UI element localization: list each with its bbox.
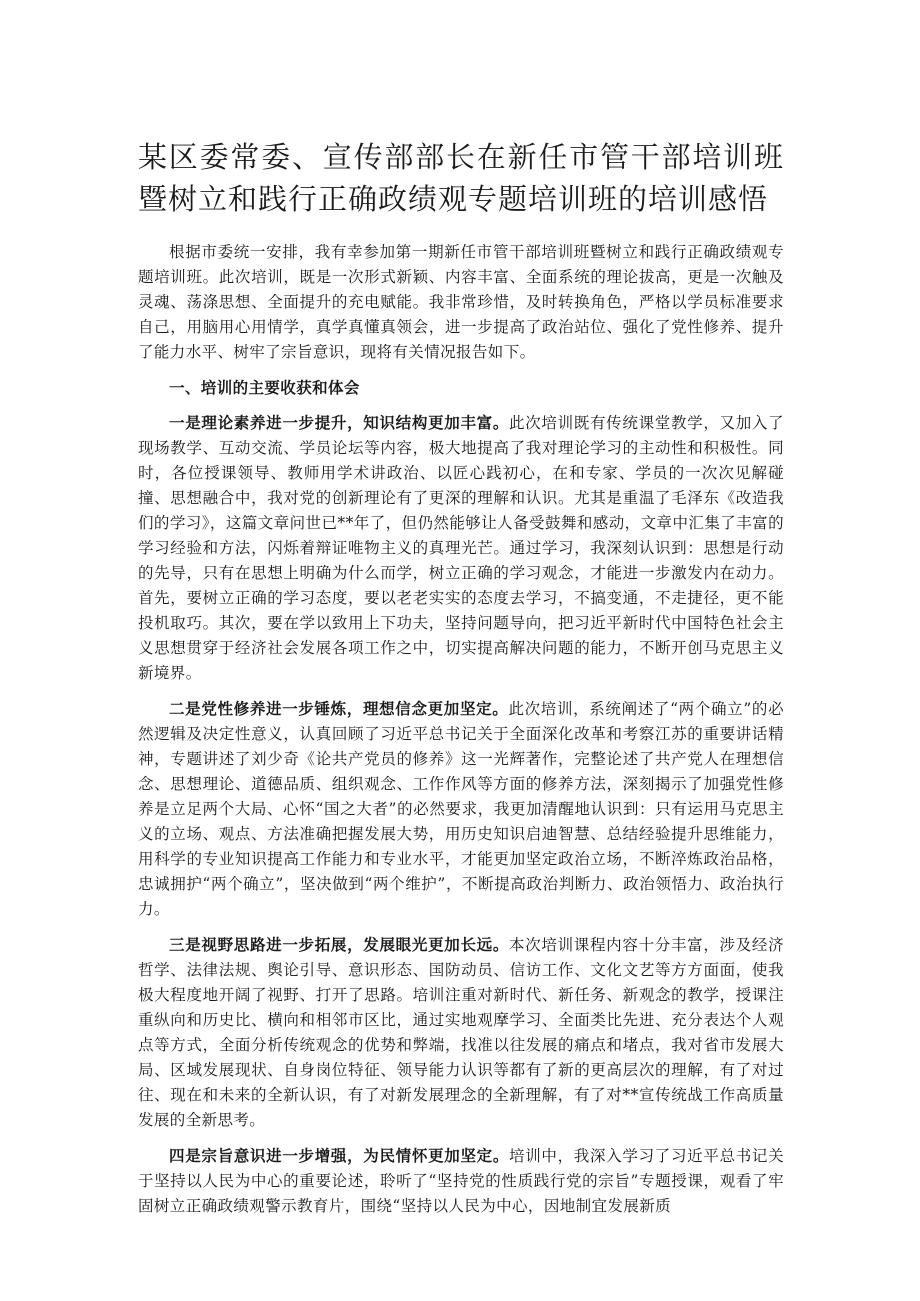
document-title: 某区委常委、宣传部部长在新任市管干部培训班暨树立和践行正确政绩观专题培训班的培训感悟 [138,140,784,216]
point-paragraph-3 [138,932,784,1133]
intro-paragraph: 根据市委统一安排，我有幸参加第一期新任市管干部培训班暨树立和践行正确政绩观专题培训班。此次培训，既是一次形式新颖、内容丰富、全面系统的理论拔高，更是一次触及灵魂、荡涤思想、全面提升的充电赋能。我非常珍惜，及时转换角色，严格以学员标准要求自己，用脑用心用情学，真学真懂真领会，进一步提高了政治站位、强化了党性修养、提升了能力水平、树牢了宗旨意识，现将有关情况报告如下。 [138,243,784,361]
section-heading: 一、培训的主要收获和体会 [169,378,360,397]
point-body-3: 本次培训课程内容十分丰富，涉及经济哲学、法律法规、舆论引导、意识形态、国防动员、信访工作、文化文艺等方方面面，使我极大程度地开阔了视野、打开了思路。培训注重对新时代、新任务、新观念的教学，授课注重纵向和历史比、横向和相邻市区比，通过实地观摩学习、全面类比先进、充分表达个人观点等方式，全面分析传统观念的优势和弊端，找准以往发展的痛点和堵点，我对省市发展大局、区域发展现状、自身岗位特征、领导能力认识等都有了新的更高层次的理解，有了对过往、现在和未来的全新认识，有了对新发展理念的全新理解，有了对**宣传统战工作高质量发展的全新思考。 [138,936,784,1129]
point-lead-4: 四是宗旨意识进一步增强，为民情怀更加坚定。 [169,1146,510,1165]
document-page [138,136,784,1229]
point-lead-2: 二是党性修养进一步锤炼，理想信念更加坚定。 [169,699,509,718]
point-body-1: 此次培训既有传统课堂教学，又加入了现场教学、互动交流、学员论坛等内容，极大地提高了我对理论学习的主动性和积极性。同时，各位授课领导、教师用学术讲政治、以匠心践初心，在和专家、学员的一次次见解碰撞、思想融合中，我对党的创新理论有了更深的理解和认识。尤其是重温了毛泽东《改造我们的学习》，这篇文章问世已**年了，但仍然能够让人备受鼓舞和感动，文章中汇集了丰富的学习经验和方法，闪烁着辩证唯物主义的真理光芒。通过学习，我深刻认识到：思想是行动的先导，只有在思想上明确为什么而学，树立正确的学习观念，才能进一步激发内在动力。首先，要树立正确的学习态度，要以老老实实的态度去学习，不搞变通，不走捷径，更不能投机取巧。其次，要在学以致用上下功夫，坚持问题导向，把习近平新时代中国特色社会主义思想贯穿于经济社会发展各项工作之中，切实提高解决问题的能力，不断开创马克思主义新境界。 [138,414,784,682]
point-body-2: 此次培训，系统阐述了“两个确立”的必然逻辑及决定性意义，认真回顾了习近平总书记关于全面深化改革和考察江苏的重要讲话精神，专题讲述了刘少奇《论共产党员的修养》这一光辉著作，完整论述了共产党人在理想信念、思想理论、道德品质、组织观念、工作作风等方面的修养方法，深刻揭示了加强党性修养是立足两个大局、心怀“国之大者”的必然要求，我更加清醒地认识到：只有运用马克思主义的立场、观点、方法准确把握发展大势，用历史知识启迪智慧、总结经验提升思维能力，用科学的专业知识提高工作能力和专业水平，才能更加坚定政治立场，不断淬炼政治品格，忠诚拥护“两个确立”，坚决做到“两个维护”，不断提高政治判断力、政治领悟力、政治执行力。 [138,700,784,918]
point-paragraph-4 [138,1143,784,1219]
point-lead-1: 一是理论素养进一步提升，知识结构更加丰富。 [169,413,510,432]
point-body-4: 培训中，我深入学习了习近平总书记关于坚持以人民为中心的重要论述，聆听了“坚持党的性质践行党的宗旨”专题授课，观看了牢固树立正确政绩观警示教育片，围绕“坚持以人民为中心，因地制宜发展新质 [138,1147,784,1215]
point-paragraph-2 [138,696,784,922]
point-lead-3: 三是视野思路进一步拓展，发展眼光更加长远。 [169,935,510,954]
point-paragraph-1 [138,410,784,686]
